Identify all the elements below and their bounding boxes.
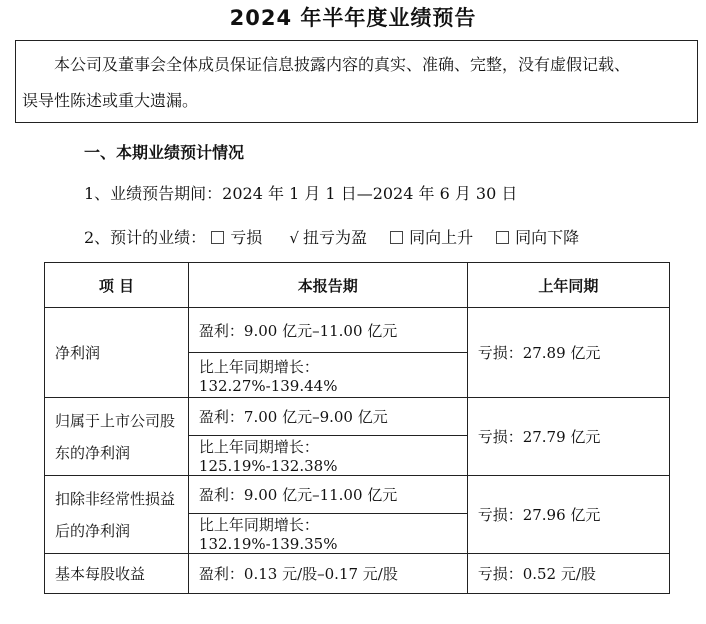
row-profit: 盈利：9.00 亿元–11.00 亿元 bbox=[188, 308, 467, 353]
option-turnaround: √ 扭亏为盈 bbox=[289, 228, 367, 247]
table-row bbox=[45, 308, 670, 353]
row-item: 基本每股收益 bbox=[45, 554, 189, 594]
forecast-period: 1、业绩预告期间：2024 年 1 月 1 日—2024 年 6 月 30 日 bbox=[84, 184, 518, 203]
checkbox-icon bbox=[496, 231, 509, 244]
row-profit: 盈利：9.00 亿元–11.00 亿元 bbox=[188, 476, 467, 514]
row-profit: 盈利：0.13 元/股–0.17 元/股 bbox=[188, 554, 467, 594]
row-item: 净利润 bbox=[45, 308, 189, 398]
row-prior: 亏损：27.79 亿元 bbox=[467, 398, 669, 476]
table-header-row bbox=[45, 263, 670, 308]
option-increase: 同向上升 bbox=[390, 228, 473, 247]
option-loss: 亏损 bbox=[211, 228, 262, 247]
row-growth: 比上年同期增长：132.27%-139.44% bbox=[188, 353, 467, 398]
row-prior: 亏损：0.52 元/股 bbox=[467, 554, 669, 594]
checkbox-icon bbox=[211, 231, 224, 244]
forecast-type bbox=[84, 225, 579, 248]
header-prior-period: 上年同期 bbox=[467, 263, 669, 308]
header-item: 项 目 bbox=[45, 263, 189, 308]
table-row bbox=[45, 476, 670, 514]
table-row bbox=[45, 398, 670, 436]
option-decrease: 同向下降 bbox=[496, 228, 579, 247]
forecast-type-label: 2、预计的业绩： bbox=[84, 228, 207, 247]
row-item: 归属于上市公司股东的净利润 bbox=[45, 398, 189, 476]
section-heading: 一、本期业绩预计情况 bbox=[84, 143, 245, 162]
row-profit: 盈利：7.00 亿元–9.00 亿元 bbox=[188, 398, 467, 436]
row-growth: 比上年同期增长：132.19%-139.35% bbox=[188, 514, 467, 554]
disclaimer-box bbox=[15, 40, 698, 123]
check-mark-icon: √ bbox=[289, 229, 299, 247]
row-prior: 亏损：27.96 亿元 bbox=[467, 476, 669, 554]
disclaimer-line-2: 误导性陈述或重大遗漏。 bbox=[22, 91, 199, 110]
checkbox-icon bbox=[390, 231, 403, 244]
header-current-period: 本报告期 bbox=[188, 263, 467, 308]
performance-table bbox=[44, 262, 670, 594]
page-title: 2024 年半年度业绩预告 bbox=[229, 6, 477, 30]
disclaimer-line-1: 本公司及董事会全体成员保证信息披露内容的真实、准确、完整，没有虚假记载、 bbox=[54, 55, 631, 74]
row-item: 扣除非经常性损益后的净利润 bbox=[45, 476, 189, 554]
table-row bbox=[45, 554, 670, 594]
row-growth: 比上年同期增长：125.19%-132.38% bbox=[188, 436, 467, 476]
row-prior: 亏损：27.89 亿元 bbox=[467, 308, 669, 398]
